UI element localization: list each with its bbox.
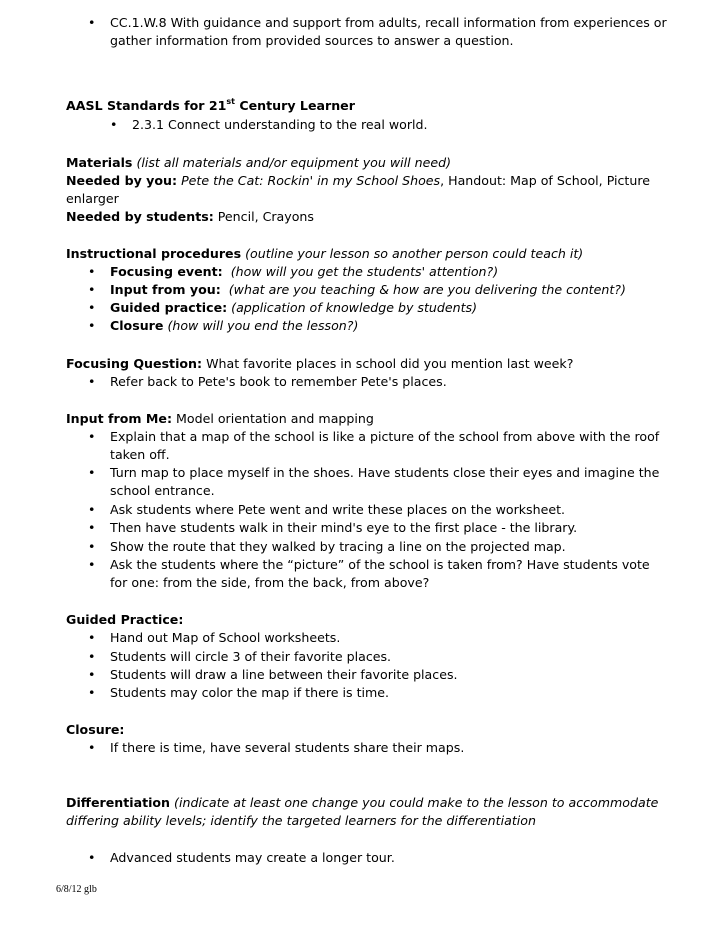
aasl-item: • 2.3.1 Connect understanding to the real world. [132,116,692,134]
procedure-item-focusing: • Focusing event: (how will you get the students' attention?) [110,263,670,281]
differentiation-note: differing ability levels; identify the targeted learners for the differentiation [66,813,536,828]
input-item: • Ask students where Pete went and write these places on the worksheet. [110,501,670,519]
procedures-heading: Instructional procedures (outline your lesson so another person could teach it) [66,246,584,261]
differentiation-heading: Differentiation (indicate at least one change you could make to the lesson to accommodate [66,795,659,810]
closure-heading: Closure: [66,722,125,737]
closure-item: • If there is time, have several students share their maps. [110,739,670,757]
footer-date: 6/8/12 glb [56,884,97,895]
input-item: • Turn map to place myself in the shoes. Have students close their eyes and imagine the school entrance. [110,464,670,500]
materials-heading: Materials (list all materials and/or equipment you will need) [66,155,452,170]
procedure-item-closure: • Closure (how will you end the lesson?) [110,317,670,335]
focusing-item: • Refer back to Pete's book to remember Pete's places. [110,373,670,391]
input-item: • Explain that a map of the school is like a picture of the school from above with the roof taken off. [110,428,670,464]
input-item: • Ask the students where the “picture” of the school is taken from? Have students vote for one: from the side, from the back, from above? [110,556,670,592]
procedure-item-input: • Input from you: (what are you teaching & how are you delivering the content?) [110,281,690,299]
cc-standard-line-1: • CC.1.W.8 With guidance and support from adults, recall information from experiences or [110,15,667,30]
aasl-heading: AASL Standards for 21st Century Learner [66,96,355,113]
guided-item: • Students will circle 3 of their favorite places. [110,648,670,666]
input-heading: Input from Me: Model orientation and mapping [66,411,374,426]
input-item: • Then have students walk in their mind's eye to the first place - the library. [110,519,670,537]
procedure-item-guided: • Guided practice: (application of knowledge by students) [110,299,670,317]
input-item: • Show the route that they walked by tracing a line on the projected map. [110,538,670,556]
cc-standard-line-2: gather information from provided sources to answer a question. [110,33,514,48]
guided-item: • Students may color the map if there is time. [110,684,670,702]
materials-needed-you: Needed by you: Pete the Cat: Rockin' in my School Shoes, Handout: Map of School, Picture [66,173,650,188]
materials-needed-you-cont: enlarger [66,191,119,206]
cc-standard-item [110,14,670,50]
book-title: Pete the Cat: Rockin' in my School Shoes [181,173,441,188]
differentiation-item: • Advanced students may create a longer tour. [110,849,670,867]
materials-needed-students: Needed by students: Pencil, Crayons [66,209,314,224]
focusing-question: Focusing Question: What favorite places in school did you mention last week? [66,356,574,371]
guided-heading: Guided Practice: [66,612,184,627]
guided-item: • Students will draw a line between their favorite places. [110,666,670,684]
guided-item: • Hand out Map of School worksheets. [110,629,670,647]
